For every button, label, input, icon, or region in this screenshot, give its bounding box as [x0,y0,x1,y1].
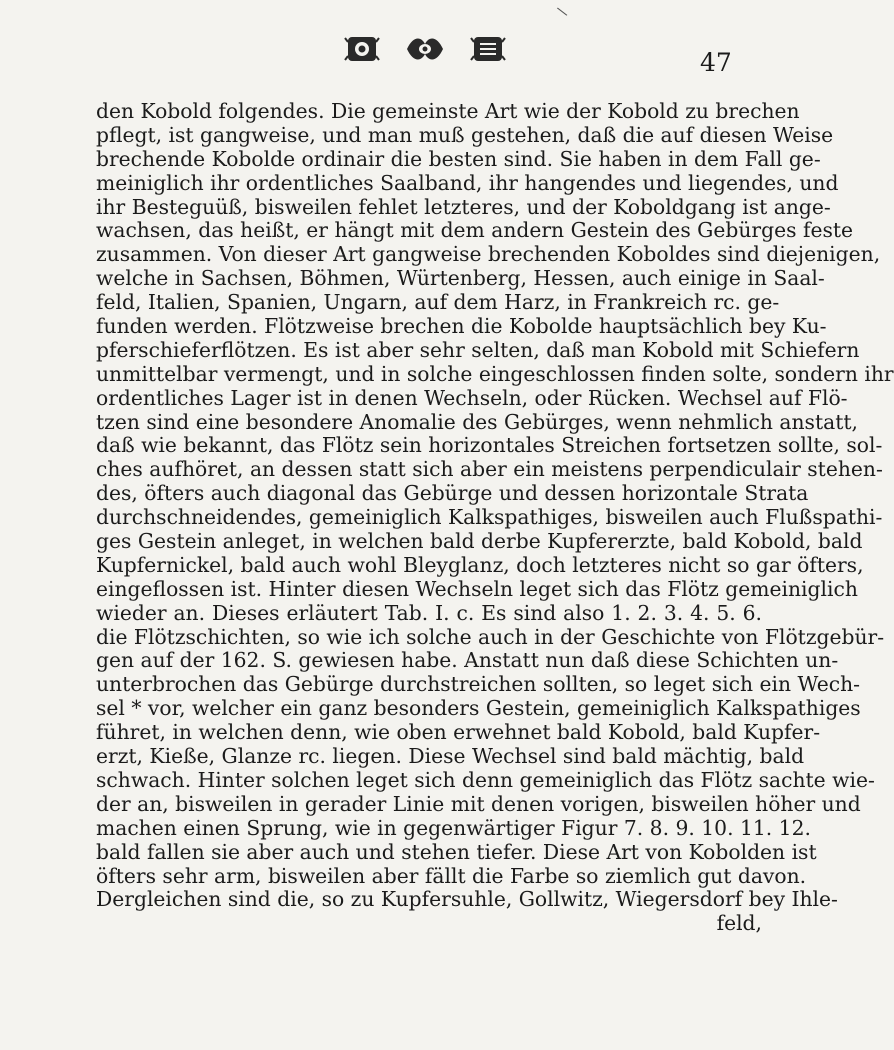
text-line: bald fallen sie aber auch und stehen tiefer. Diese Art von Kobolden ist [96,839,817,864]
text-line: wieder an. Dieses erläutert Tab. I. c. Es sind also 1. 2. 3. 4. 5. 6. [96,600,762,625]
text-line: des, öfters auch diagonal das Gebürge und dessen horizontale Strata [96,481,809,506]
text-line: tzen sind eine besondere Anomalie des Gebürges, wenn nehmlich anstatt, [96,409,858,434]
text-line: brechende Kobolde ordinair die besten sind. Sie haben in dem Fall ge- [96,146,821,171]
text-line: meiniglich ihr ordentliches Saalband, ihr hangendes und liegendes, und [96,170,839,195]
text-line: Dergleichen sind die, so zu Kupfersuhle, Gollwitz, Wiegersdorf bey Ihle- [96,887,838,912]
text-line: durchschneidendes, gemeiniglich Kalkspathiges, bisweilen auch Flußspathi- [96,505,883,530]
stray-mark: \ [555,4,569,20]
text-line: führet, in welchen denn, wie oben erwehnet bald Kobold, bald Kupfer- [96,720,821,745]
header-ornaments [345,34,505,64]
text-line: funden werden. Flötzweise brechen die Kobolde hauptsächlich bey Ku- [96,314,827,339]
text-line: ges Gestein anleget, in welchen bald derbe Kupfererzte, bald Kobold, bald [96,529,863,554]
text-line: schwach. Hinter solchen leget sich denn gemeiniglich das Flötz sachte wie- [96,767,875,792]
text-line: feld, Italien, Spanien, Ungarn, auf dem Harz, in Frankreich rc. ge- [96,290,780,315]
text-line: gen auf der 162. S. gewiesen habe. Anstatt nun daß diese Schichten un- [96,648,839,673]
text-line: erzt, Kieße, Glanze rc. liegen. Diese Wechsel sind bald mächtig, bald [96,744,805,769]
text-line: pflegt, ist gangweise, und man muß gestehen, daß die auf diesen Weise [96,122,834,147]
text-line: unmittelbar vermengt, und in solche eingeschlossen finden solte, sondern ihr [96,361,894,386]
ornament-icon [405,34,445,64]
page-header [0,34,800,77]
text-line: sel * vor, welcher ein ganz besonders Gestein, gemeiniglich Kalkspathiges [96,696,861,721]
body-text [96,99,894,936]
text-line: Kupfernickel, bald auch wohl Bleyglanz, doch letzteres nicht so gar öfters, [96,552,864,577]
text-line: unterbrochen das Gebürge durchstreichen sollten, so leget sich ein Wech- [96,672,860,697]
text-line: welche in Sachsen, Böhmen, Würtenberg, Hessen, auch einige in Saal- [96,266,825,291]
text-line: öfters sehr arm, bisweilen aber fällt die Farbe so ziemlich gut davon. [96,863,807,888]
text-line: eingeflossen ist. Hinter diesen Wechseln leget sich das Flötz gemeiniglich [96,576,858,601]
text-line: feld, [716,911,762,936]
text-line: pferschieferflötzen. Es ist aber sehr selten, daß man Kobold mit Schiefern [96,337,860,362]
text-line: die Flötzschichten, so wie ich solche auch in der Geschichte von Flötzgebür- [96,624,885,649]
text-line: machen einen Sprung, wie in gegenwärtiger Figur 7. 8. 9. 10. 11. 12. [96,815,811,840]
text-line: wachsen, das heißt, er hängt mit dem andern Gestein des Gebürges feste [96,218,854,243]
text-line: ihr Besteguüß, bisweilen fehlet letzteres, und der Koboldgang ist ange- [96,194,831,219]
text-line: ches aufhöret, an dessen statt sich aber ein meistens perpendiculair stehen- [96,457,883,482]
text-line: daß wie bekannt, das Flötz sein horizontales Streichen fortsetzen sollte, sol- [96,433,883,458]
ornament-icon [471,34,505,64]
page-number: 47 [700,48,732,77]
ornament-icon [345,34,379,64]
text-line: zusammen. Von dieser Art gangweise brechenden Koboldes sind diejenigen, [96,242,881,267]
text-line: ordentliches Lager ist in denen Wechseln, oder Rücken. Wechsel auf Flö- [96,385,848,410]
text-line: den Kobold folgendes. Die gemeinste Art wie der Kobold zu brechen [96,99,800,123]
text-line: der an, bisweilen in gerader Linie mit denen vorigen, bisweilen höher und [96,791,861,816]
